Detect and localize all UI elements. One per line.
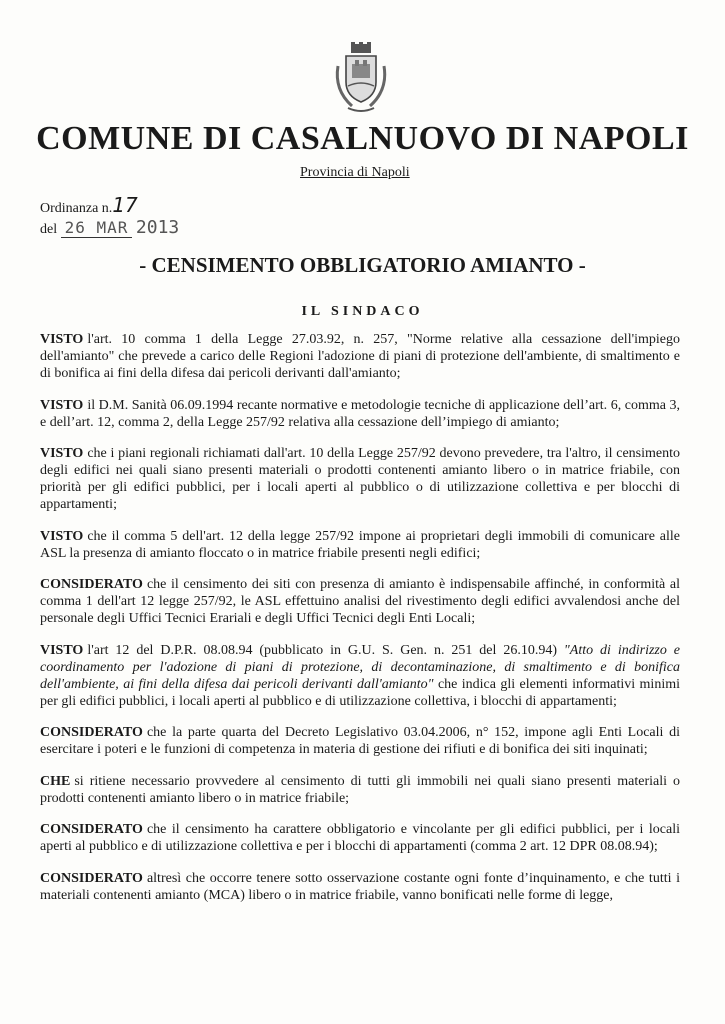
paragraph-text: il D.M. Sanità 06.09.1994 recante normative e metodologie tecniche di applicazione dell’art. 6, comma 3, e dell’art. 12, comma 2, della Legge 257/92 relativa alla cessazione dell’impiego di amianto; — [40, 397, 680, 430]
paragraph-text: l'art. 10 comma 1 della Legge 27.03.92, n. 257, "Norme relative alla cessazione dell'impiego dell'amianto" che prevede a carico delle Regioni l'adozione di piani di protezione dell'ambiente, di smaltimento e di bonifica ai fini della difesa dai pericoli derivanti dall'amianto; — [40, 332, 680, 381]
paragraph-text: si ritiene necessario provvedere al censimento di tutti gli immobili nei quali siano presenti materiali o prodotti contenenti amianto libero o in matrice friabile; — [40, 773, 680, 806]
paragraph — [40, 445, 680, 513]
paragraph-lead: CONSIDERATO — [40, 725, 143, 740]
page-title: COMUNE DI CASALNUOVO DI NAPOLI — [36, 120, 689, 157]
paragraph-tail: che indica gli elementi informativi minimi per gli edifici pubblici, i locali aperti al pubblico e di utilizzazione collettiva, i blocchi di appartamenti; — [40, 676, 680, 709]
paragraph-lead: VISTO — [40, 332, 84, 347]
section-heading: IL SINDACO — [301, 304, 424, 319]
paragraph-text: che il comma 5 dell'art. 12 della legge 257/92 impone ai proprietari degli immobili di comunicare alle ASL la presenza di amianto floccato o in matrice friabile presenti negli edifici; — [40, 528, 680, 561]
paragraph-lead: CONSIDERATO — [40, 577, 143, 592]
paragraph — [40, 528, 680, 562]
paragraph-lead: VISTO — [40, 528, 84, 544]
paragraph-text: che il censimento ha carattere obbligatorio e vincolante per gli edifici pubblici, per i locali aperti al pubblico e di utilizzazione collettiva e per i blocchi di appartamenti (comma 2 art. 12 DPR 08.08.94); — [40, 822, 680, 854]
paragraph — [40, 724, 680, 758]
paragraph-text: che la parte quarta del Decreto Legislativo 03.04.2006, n° 152, impone agli Enti Locali di esercitare i poteri e le funzioni di competenza in materia di gestione dei rifiuti e di bonifica dei siti inquinati; — [40, 725, 680, 757]
document-subject: - CENSIMENTO OBBLIGATORIO AMIANTO - — [139, 253, 586, 277]
paragraph — [40, 331, 680, 382]
paragraph-text: che il censimento dei siti con presenza di amianto è indispensabile affinché, in conformità al comma 1 dell'art 12 legge 257/92, le ASL effettuino analisi del rivestimento degli edifici avvalendosi anche del personale degli Uffici Tecnici Erariali e degli Uffici Tecnici degli Enti Locali; — [40, 577, 680, 626]
paragraph-lead: VISTO — [40, 446, 84, 461]
ordinance-label: Ordinanza n. — [40, 201, 113, 216]
municipal-crest-emblem — [330, 42, 392, 116]
paragraph — [40, 870, 680, 904]
ordinance-number-line — [40, 193, 179, 218]
paragraph-text: l'art 12 del D.P.R. 08.08.94 (pubblicato in G.U. S. Gen. n. 251 del 26.10.94) — [87, 642, 557, 658]
ordinance-block — [40, 193, 180, 239]
paragraph — [40, 821, 680, 855]
paragraph — [40, 642, 680, 710]
paragraph-lead: CHE — [40, 773, 71, 789]
ordinance-date-line — [40, 218, 179, 239]
paragraph — [40, 576, 680, 627]
province-subtitle: Provincia di Napoli — [300, 165, 410, 180]
paragraph-text: che i piani regionali richiamati dall'art. 10 della Legge 257/92 devono prevedere, tra l'altro, il censimento degli edifici nei quali siano presenti materiali o prodotti contenenti amianto libero o in matrice friabile, con priorità per gli edifici pubblici, per i locali aperti al pubblico o di utilizzazione collettiva e per blocchi di appartamenti; — [40, 446, 680, 512]
paragraph-lead: VISTO — [40, 642, 84, 658]
paragraph-lead: VISTO — [40, 397, 84, 413]
ordinance-date-stamp: 26 MAR — [61, 218, 133, 238]
paragraph-text: altresì che occorre tenere sotto osservazione costante ogni fonte d’inquinamento, e che tutti i materiali contenenti amianto (MCA) libero o in matrice friabile, vanno bonificati nelle forme di legge, — [40, 870, 680, 903]
ordinance-year: 2013 — [135, 217, 180, 238]
paragraph — [40, 773, 680, 807]
paragraph-lead: CONSIDERATO — [40, 822, 143, 837]
paragraph — [40, 397, 680, 431]
paragraph-italic-quote: "Atto di indirizzo e coordinamento per l'adozione di piani di protezione, di decontaminazione, di smaltimento e di bonifica dell'ambiente, ai fini della difesa dai pericoli derivanti dall'amianto" — [40, 642, 681, 692]
ordinance-number: 17 — [112, 193, 138, 217]
ordinance-date-label: del — [40, 222, 58, 237]
paragraph-lead: CONSIDERATO — [40, 870, 143, 886]
body-paragraphs — [40, 331, 680, 918]
